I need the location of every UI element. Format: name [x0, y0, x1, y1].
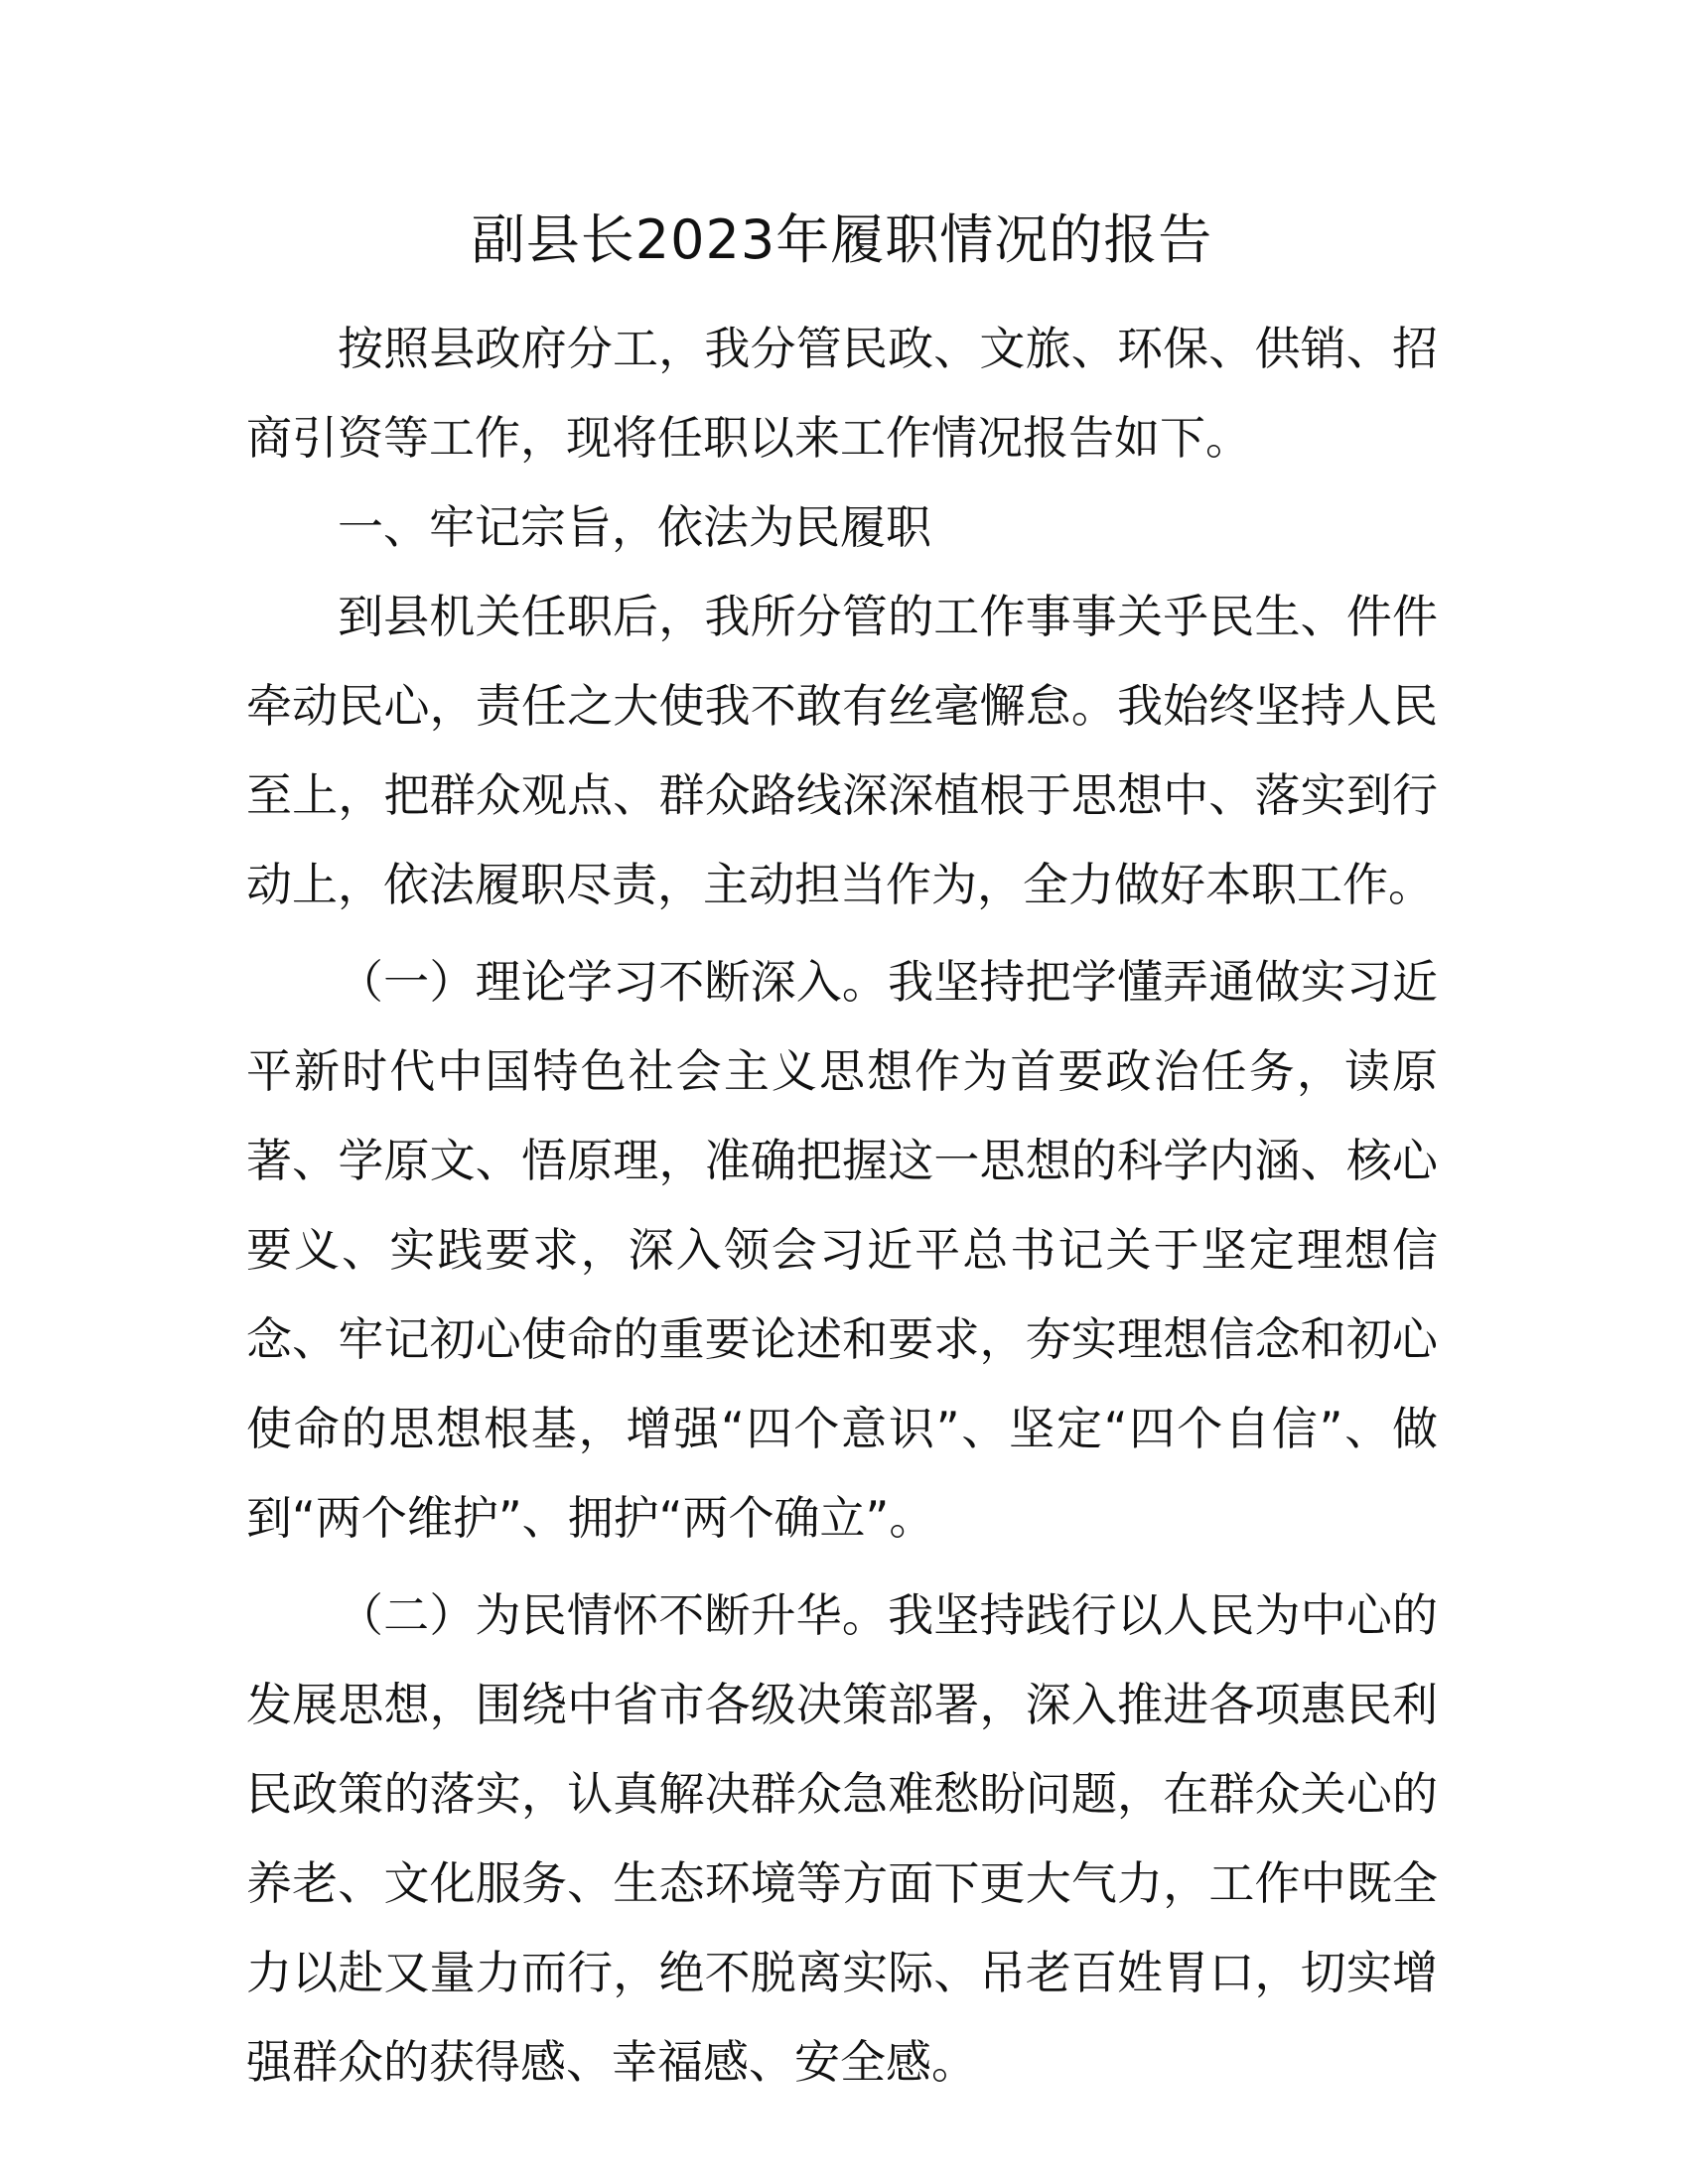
- section-1-paragraph: 到县机关任职后，我所分管的工作事事关乎民生、件件牵动民心，责任之大使我不敢有丝毫懈怠。我始终坚持人民至上，把群众观点、群众路线深深植根于思想中、落实到行动上，依法履职尽责，主动担当作为，全力做好本职工作。: [246, 590, 1438, 911]
- subsection-2-paragraph: （二）为民情怀不断升华。我坚持践行以人民为中心的发展思想，围绕中省市各级决策部署，深入推进各项惠民利民政策的落实，认真解决群众急难愁盼问题，在群众关心的养老、文化服务、生态环境等方面下更大气力，工作中既全力以赴又量力而行，绝不脱离实际、吊老百姓胃口，切实增强群众的获得感、幸福感、安全感。: [246, 1588, 1438, 2089]
- document-title: 副县长2023年履职情况的报告: [471, 208, 1213, 271]
- section-heading-1: 一、牢记宗旨，依法为民履职: [338, 500, 931, 554]
- subsection-1-paragraph: （一）理论学习不断深入。我坚持把学懂弄通做实习近平新时代中国特色社会主义思想作为首要政治任务，读原著、学原文、悟原理，准确把握这一思想的科学内涵、核心要义、实践要求，深入领会习近平总书记关于坚定理想信念、牢记初心使命的重要论述和要求，夯实理想信念和初心使命的思想根基，增强“四个意识”、坚定“四个自信”、做到“两个维护”、拥护“两个确立”。: [246, 955, 1438, 1545]
- intro-paragraph: 按照县政府分工，我分管民政、文旅、环保、供销、招商引资等工作，现将任职以来工作情况报告如下。: [246, 322, 1438, 465]
- document-body: [246, 199, 1438, 2107]
